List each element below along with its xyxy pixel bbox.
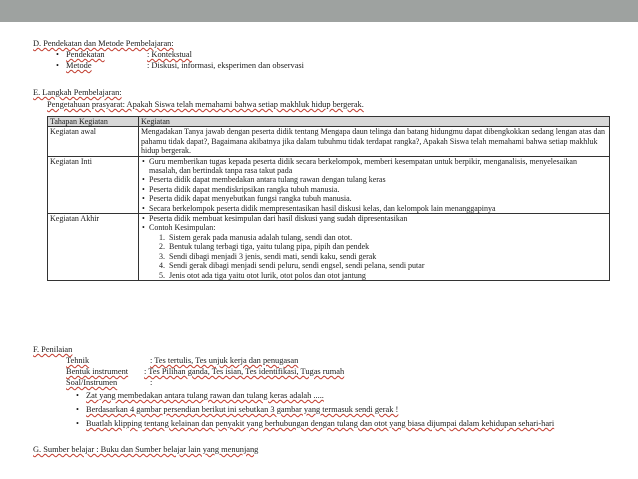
soal-label: Soal/Instrumen [66,378,118,387]
list-item: • Guru memberikan tugas kepada peserta didik secara berkelompok, memberi kesempatan untuk berpikir, menganalisis, menyelesaikan masalah, dan bertindak tanpa rasa takut pada [149,157,607,176]
list-item: 1. Sistem gerak pada manusia adalah tulang, sendi dan otot. [167,233,607,242]
inti-list [141,157,607,213]
list-item: 5. Jenis otot ada tiga yaitu otot lurik, otot polos dan otot jantung [167,271,607,280]
table-row [48,127,610,156]
tehnik-label: Tehnik [66,356,90,365]
section-d-heading: D. Pendekatan dan Metode Pembelajaran: [33,39,174,48]
list-item: 4. Sendi gerak dibagi menjadi sendi peluru, sendi engsel, sendi pelana, sendi putar [167,261,607,270]
header-tahapan: Tahapan Kegiatan [48,117,139,127]
soal-item-1: • Zat yang membedakan antara tulang rawan dan tulang keras adalah ..... [86,391,324,401]
list-item: • Peserta didik dapat menyebutkan fungsi rangka tubuh manusia. [149,194,607,203]
akhir-list [141,214,607,233]
document-page [0,22,638,479]
row-label-awal: Kegiatan awal [48,127,139,156]
row-label-akhir: Kegiatan Akhir [48,214,139,281]
list-item: • Secara berkelompok peserta didik mempresentasikan hasil diskusi kelas, dan kelompok lain menanggapinya [149,204,607,213]
slide-top-bar [0,0,638,22]
soal-item-2: • Berdasarkan 4 gambar persendian berikut ini sebutkan 3 gambar yang termasuk sendi gerak ! [86,405,398,415]
list-item: 3. Sendi dibagi menjadi 3 jenis, sendi mati, sendi kaku, sendi gerak [167,252,607,261]
bentuk-value: : Tes Pilihan ganda, Tes isian, Tes identifikasi, Tugas rumah [144,367,345,376]
list-item: • Contoh Kesimpulan: [149,223,607,232]
pendekatan-value: : Kontekstual [147,50,192,59]
header-kegiatan: Kegiatan [139,117,610,127]
table-row [48,156,610,213]
section-e-heading: E. Langkah Pembelajaran: [33,88,122,97]
kesimpulan-list [141,233,607,280]
list-item: • Peserta didik membuat kesimpulan dari hasil diskusi yang sudah dipresentasikan [149,214,607,223]
pendekatan-label: • Pendekatan [66,50,105,60]
soal-colon: : [150,378,153,387]
table-header-row [48,117,610,127]
list-item: 2. Bentuk tulang terbagi tiga, yaitu tulang pipa, pipih dan pendek [167,242,607,251]
activity-table [47,116,610,281]
list-item: • Peserta didik dapat membedakan antara tulang rawan dengan tulang keras [149,175,607,184]
row-label-inti: Kegiatan Inti [48,156,139,213]
section-g-sumber: G. Sumber belajar : Buku dan Sumber belajar lain yang menunjang [33,445,259,454]
list-item: • Peserta didik dapat mendiskripsikan rangka tubuh manusia. [149,185,607,194]
prasyarat-text: Pengetahuan prasyarat: Apakah Siswa telah memahami bahwa setiap makhluk hidup bergerak. [47,100,364,109]
bentuk-label: Bentuk instrument [66,367,129,376]
row-cell-akhir [139,214,610,281]
tehnik-value: : Tes tertulis, Tes unjuk kerja dan penugasan [150,356,299,365]
metode-value: : Diskusi, informasi, eksperimen dan observasi [147,61,305,70]
table-row [48,214,610,281]
row-text-awal: Mengadakan Tanya jawab dengan peserta didik tentang Mengapa daun telinga dan batang hidungmu dapat dibengkokkan sedang lengan atas dan pahamu tidak dapat?, Bagaimana akibatnya jika dalam tubuhmu tidak terdapat rangka?, Apakah Siswa telah memahami bahwa setiap makhluk hidup bergerak. [139,127,610,156]
section-f-heading: F. Penilaian [33,345,73,354]
row-cell-inti [139,156,610,213]
soal-item-3: • Buatlah klipping tentang kelainan dan penyakit yang berhubungan dengan tulang dan otot yang biasa dijumpai dalam kehidupan sehari-hari [86,419,610,429]
metode-label: • Metode [66,61,92,71]
